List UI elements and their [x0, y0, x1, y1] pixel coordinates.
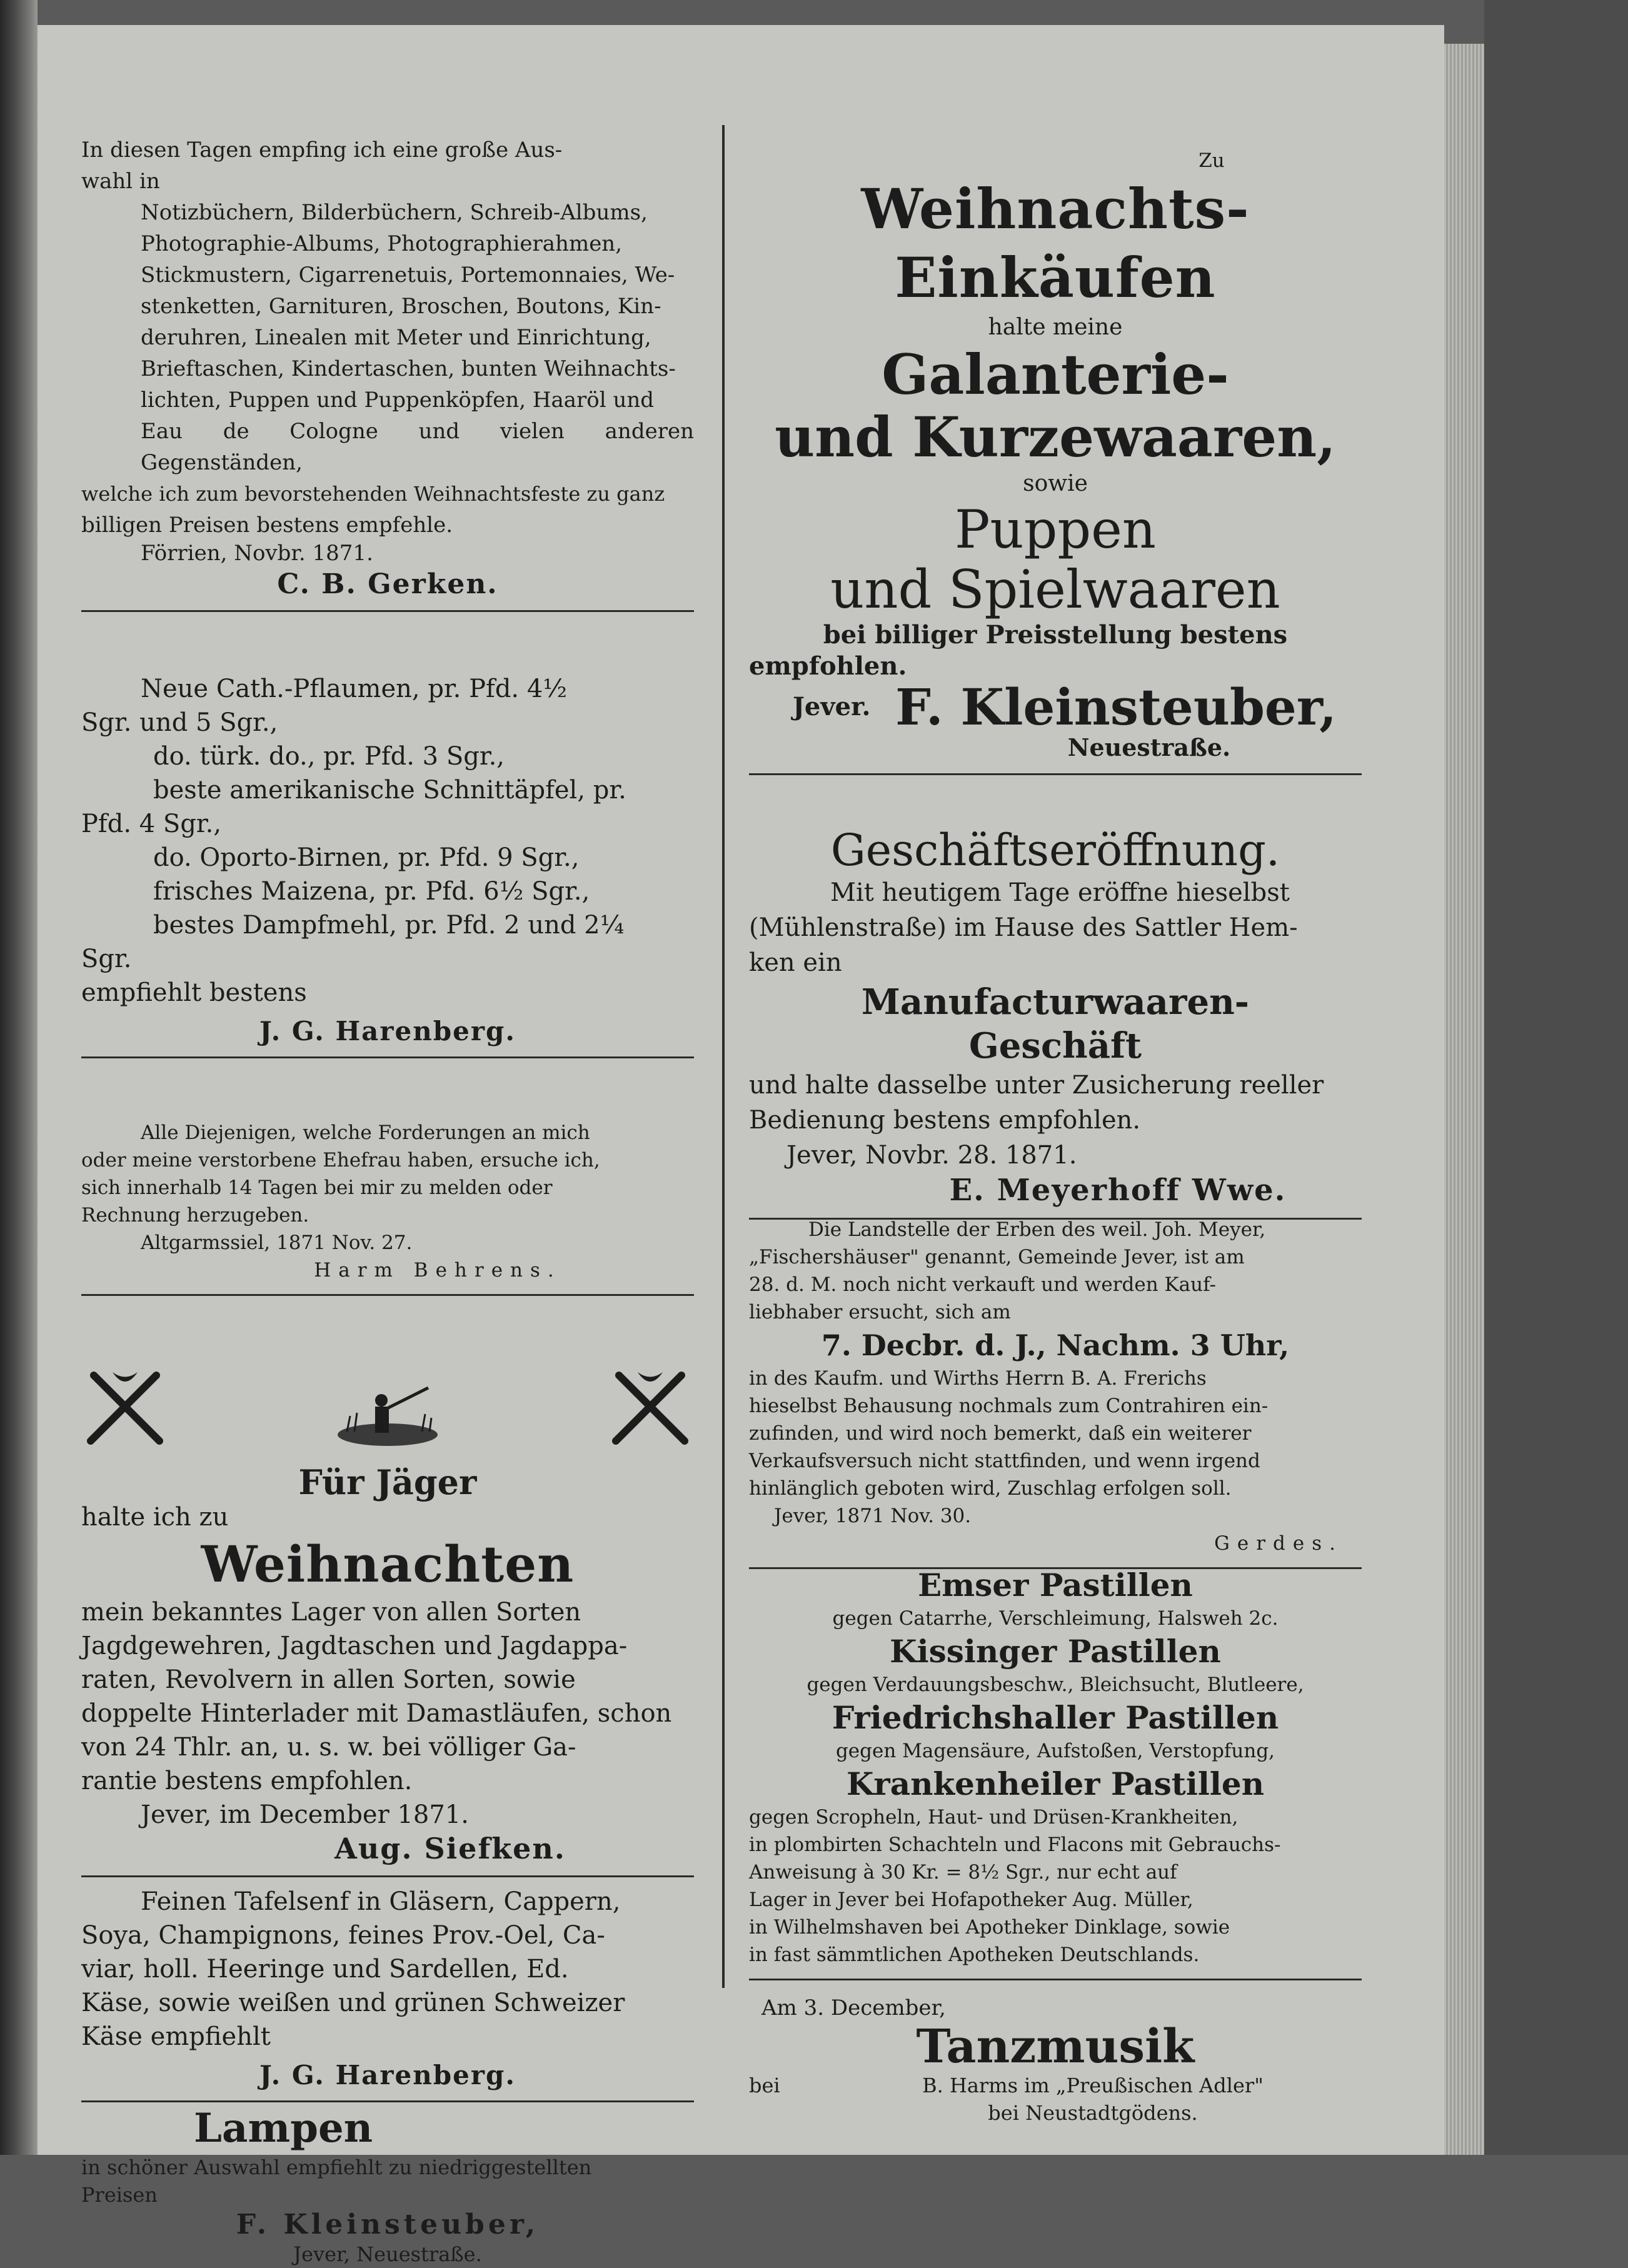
text-line: lichten, Puppen und Puppenköpfen, Haaröl und — [141, 388, 655, 413]
ad-fuer-jaeger — [81, 1357, 694, 1887]
text-line: wahl in — [81, 169, 160, 194]
hunter-vignette-icon — [334, 1375, 441, 1450]
scan-background — [1484, 0, 1628, 2155]
text-line: und halte dasselbe unter Zusicherung reeller — [749, 1071, 1324, 1100]
text-line: bestes Dampfmehl, pr. Pfd. 2 und 2¼ — [153, 911, 625, 940]
headline: und Kurzewaaren, — [775, 404, 1336, 469]
text-line: doppelte Hinterlader mit Damastläufen, schon — [81, 1699, 672, 1728]
text-line: beste amerikanische Schnittäpfel, pr. — [153, 776, 626, 805]
text-line: Stickmustern, Cigarrenetuis, Portemonnaies, We- — [141, 263, 675, 288]
text-line: do. Oporto-Birnen, pr. Pfd. 9 Sgr., — [153, 843, 580, 872]
venue-location: bei Neustadtgödens. — [988, 2101, 1198, 2125]
text-line: Käse empfiehlt — [81, 2022, 271, 2051]
ad-tanzmusik — [749, 1994, 1362, 2127]
text-line: halte meine — [988, 314, 1123, 340]
text-line: in Wilhelmshaven bei Apotheker Dinklage, sowie — [749, 1916, 1230, 1939]
headline: Weihnachten — [201, 1535, 575, 1593]
text-line: bei billiger Preisstellung bestens — [823, 620, 1288, 650]
text-line: oder meine verstorbene Ehefrau haben, ersuche ich, — [81, 1149, 600, 1172]
signature: E. Meyerhoff Wwe. — [949, 1173, 1287, 1208]
text-line: welche ich zum bevorstehenden Weihnachtsfeste zu ganz — [81, 482, 665, 506]
ad-behrens — [81, 1119, 694, 1306]
page-edges — [1444, 44, 1484, 2155]
text-line: sich innerhalb 14 Tagen bei mir zu melden oder — [81, 1177, 553, 1199]
text-line: Sgr. und 5 Sgr., — [81, 708, 278, 737]
text-line: billigen Preisen bestens empfehle. — [81, 513, 453, 538]
place-date: Förrien, Novbr. 1871. — [141, 541, 373, 566]
text-line: Alle Diejenigen, welche Forderungen an mich — [141, 1121, 590, 1144]
text-line: Jagdgewehren, Jagdtaschen und Jagdappa- — [81, 1632, 628, 1660]
text-line: mein bekanntes Lager von allen Sorten — [81, 1598, 581, 1627]
text-line: in plombirten Schachteln und Flacons mit Gebrauchs- — [749, 1834, 1281, 1856]
hunting-emblems — [81, 1357, 694, 1450]
headline: Geschäft — [968, 1025, 1142, 1066]
headline: Galanterie- — [882, 342, 1229, 407]
text-line: stenketten, Garnituren, Broschen, Boutons, Kin- — [141, 294, 661, 319]
ad-lampen — [81, 2104, 694, 2268]
text-line: rantie bestens empfohlen. — [81, 1767, 413, 1795]
place-date: Jever, Novbr. 28. 1871. — [786, 1141, 1077, 1170]
text-line: in fast sämmtlichen Apotheken Deutschlands. — [749, 1944, 1200, 1966]
headline: Geschäftseröffnung. — [830, 825, 1280, 876]
headline: und Spielwaaren — [830, 559, 1280, 620]
text-line: bei — [749, 2074, 780, 2097]
signature: F. Kleinsteuber, — [236, 2209, 540, 2240]
text-line: gegen Catarrhe, Verschleimung, Halsweh 2c. — [832, 1607, 1279, 1630]
text-line: 28. d. M. noch nicht verkauft und werden Kauf- — [749, 1273, 1216, 1296]
text-line: halte ich zu — [81, 1503, 229, 1532]
text-line: Notizbüchern, Bilderbüchern, Schreib-Albums, — [141, 200, 648, 225]
text-line: sowie — [1023, 471, 1088, 496]
text-line: Brieftaschen, Kindertaschen, bunten Weihnachts- — [141, 356, 676, 381]
text-line: liebhaber ersucht, sich am — [749, 1301, 1011, 1323]
ad-gerken — [81, 134, 694, 622]
text-line: hieselbst Behausung nochmals zum Contrahiren ein- — [749, 1395, 1269, 1417]
place-date: Altgarmssiel, 1871 Nov. 27. — [141, 1232, 413, 1254]
ad-title: Lampen — [194, 2105, 373, 2152]
text-line: Neue Cath.-Pflaumen, pr. Pfd. 4½ — [141, 675, 568, 703]
text-line: Käse, sowie weißen und grünen Schweizer — [81, 1989, 625, 2017]
signature: Aug. Siefken. — [334, 1832, 566, 1865]
place-date: Jever. — [793, 692, 871, 721]
signature: Gerdes. — [1214, 1532, 1343, 1555]
product-title: Kissinger Pastillen — [890, 1633, 1221, 1670]
venue: B. Harms im „Preußischen Adler" — [922, 2074, 1264, 2097]
place-date: Jever, 1871 Nov. 30. — [774, 1505, 972, 1527]
date: Am 3. December, — [761, 1995, 946, 2020]
text-line: in des Kaufm. und Wirths Herrn B. A. Frerichs — [749, 1367, 1207, 1390]
text-line: Verkaufsversuch nicht stattfinden, und wenn irgend — [749, 1450, 1260, 1472]
text-line: Die Landstelle der Erben des weil. Joh. Meyer, — [808, 1218, 1266, 1241]
text-line: Lager in Jever bei Hofapotheker Aug. Müller, — [749, 1889, 1193, 1911]
text-line: Bedienung bestens empfohlen. — [749, 1106, 1141, 1135]
ad-title: Für Jäger — [298, 1462, 477, 1502]
ad-harenberg-tafelsenf — [81, 1885, 694, 2112]
text-line: Sgr. — [81, 945, 132, 973]
headline: Tanzmusik — [916, 2020, 1195, 2074]
text-line: Feinen Tafelsenf in Gläsern, Cappern, — [141, 1887, 621, 1916]
text-line: zufinden, und wird noch bemerkt, daß ein weiterer — [749, 1422, 1252, 1445]
text-line: hinlänglich geboten wird, Zuschlag erfolgen soll. — [749, 1477, 1232, 1500]
text-line: Soya, Champignons, feines Prov.-Oel, Ca- — [81, 1921, 605, 1950]
headline: Manufacturwaaren- — [861, 981, 1250, 1023]
text-line: deruhren, Linealen mit Meter und Einrichtung, — [141, 325, 651, 350]
text-line: in schöner Auswahl empfiehlt zu niedriggestellten — [81, 2155, 592, 2179]
product-title: Krankenheiler Pastillen — [846, 1765, 1265, 1802]
text-line: do. türk. do., pr. Pfd. 3 Sgr., — [153, 742, 505, 771]
text-line: Anweisung à 30 Kr. = 8½ Sgr., nur echt auf — [749, 1861, 1177, 1884]
signature: J. G. Harenberg. — [259, 2060, 516, 2090]
ad-landstelle — [749, 1216, 1362, 1579]
product-title: Emser Pastillen — [918, 1567, 1193, 1603]
text-line: raten, Revolvern in allen Sorten, sowie — [81, 1665, 576, 1694]
book-spine — [0, 0, 38, 2155]
address: Neuestraße. — [1067, 733, 1231, 761]
text-line: gegen Scropheln, Haut- und Drüsen-Krankheiten, — [749, 1806, 1239, 1829]
signature-row — [749, 678, 1362, 736]
auction-date: 7. Decbr. d. J., Nachm. 3 Uhr, — [821, 1328, 1290, 1362]
ad-weihnachts-einkaeufen — [749, 147, 1362, 785]
text-line: „Fischershäuser" genannt, Gemeinde Jever, ist am — [749, 1246, 1245, 1268]
text-line: Zu — [1198, 149, 1225, 172]
headline: Weihnachts-Einkäufen — [861, 176, 1250, 310]
product-title: Friedrichshaller Pastillen — [832, 1699, 1279, 1736]
text-line: In diesen Tagen empfing ich eine große Aus- — [81, 138, 563, 163]
signature: J. G. Harenberg. — [259, 1016, 516, 1046]
signature: F. Kleinsteuber, — [895, 678, 1337, 736]
venue-row — [749, 2072, 1362, 2099]
text-line: von 24 Thlr. an, u. s. w. bei völliger Ga- — [81, 1733, 576, 1762]
column-divider — [722, 125, 725, 1988]
text-line: Mit heutigem Tage eröffne hieselbst — [830, 878, 1290, 907]
ad-pastillen — [749, 1566, 1362, 1990]
signature: C. B. Gerken. — [277, 568, 498, 600]
text-line: gegen Verdauungsbeschw., Bleichsucht, Blutleere, — [806, 1673, 1304, 1696]
text-line: (Mühlenstraße) im Hause des Sattler Hem- — [749, 913, 1298, 942]
text-line: Preisen — [81, 2183, 158, 2207]
place-date: Jever, im December 1871. — [141, 1800, 469, 1829]
text-line: Eau de Cologne und vielen anderen Gegenständen, — [141, 419, 694, 475]
text-line: Pfd. 4 Sgr., — [81, 810, 222, 838]
text-line: ken ein — [749, 948, 842, 977]
ad-geschaeftseroeffnung — [749, 825, 1362, 1230]
text-line: frisches Maizena, pr. Pfd. 6½ Sgr., — [153, 877, 590, 906]
text-line: empfohlen. — [749, 651, 907, 681]
signature: Harm Behrens. — [314, 1259, 561, 1282]
headline: Puppen — [955, 499, 1156, 560]
text-line: gegen Magensäure, Aufstoßen, Verstopfung, — [835, 1740, 1275, 1762]
text-line: Rechnung herzugeben. — [81, 1204, 309, 1227]
crossed-rifles-icon — [606, 1363, 694, 1450]
address: Jever, Neuestraße. — [293, 2242, 482, 2266]
text-line: empfiehlt bestens — [81, 978, 307, 1007]
text-line: Photographie-Albums, Photographierahmen, — [141, 231, 623, 256]
crossed-rifles-icon — [81, 1363, 169, 1450]
ad-harenberg-pflaumen — [81, 672, 694, 1068]
text-line: viar, holl. Heeringe und Sardellen, Ed. — [81, 1955, 569, 1984]
